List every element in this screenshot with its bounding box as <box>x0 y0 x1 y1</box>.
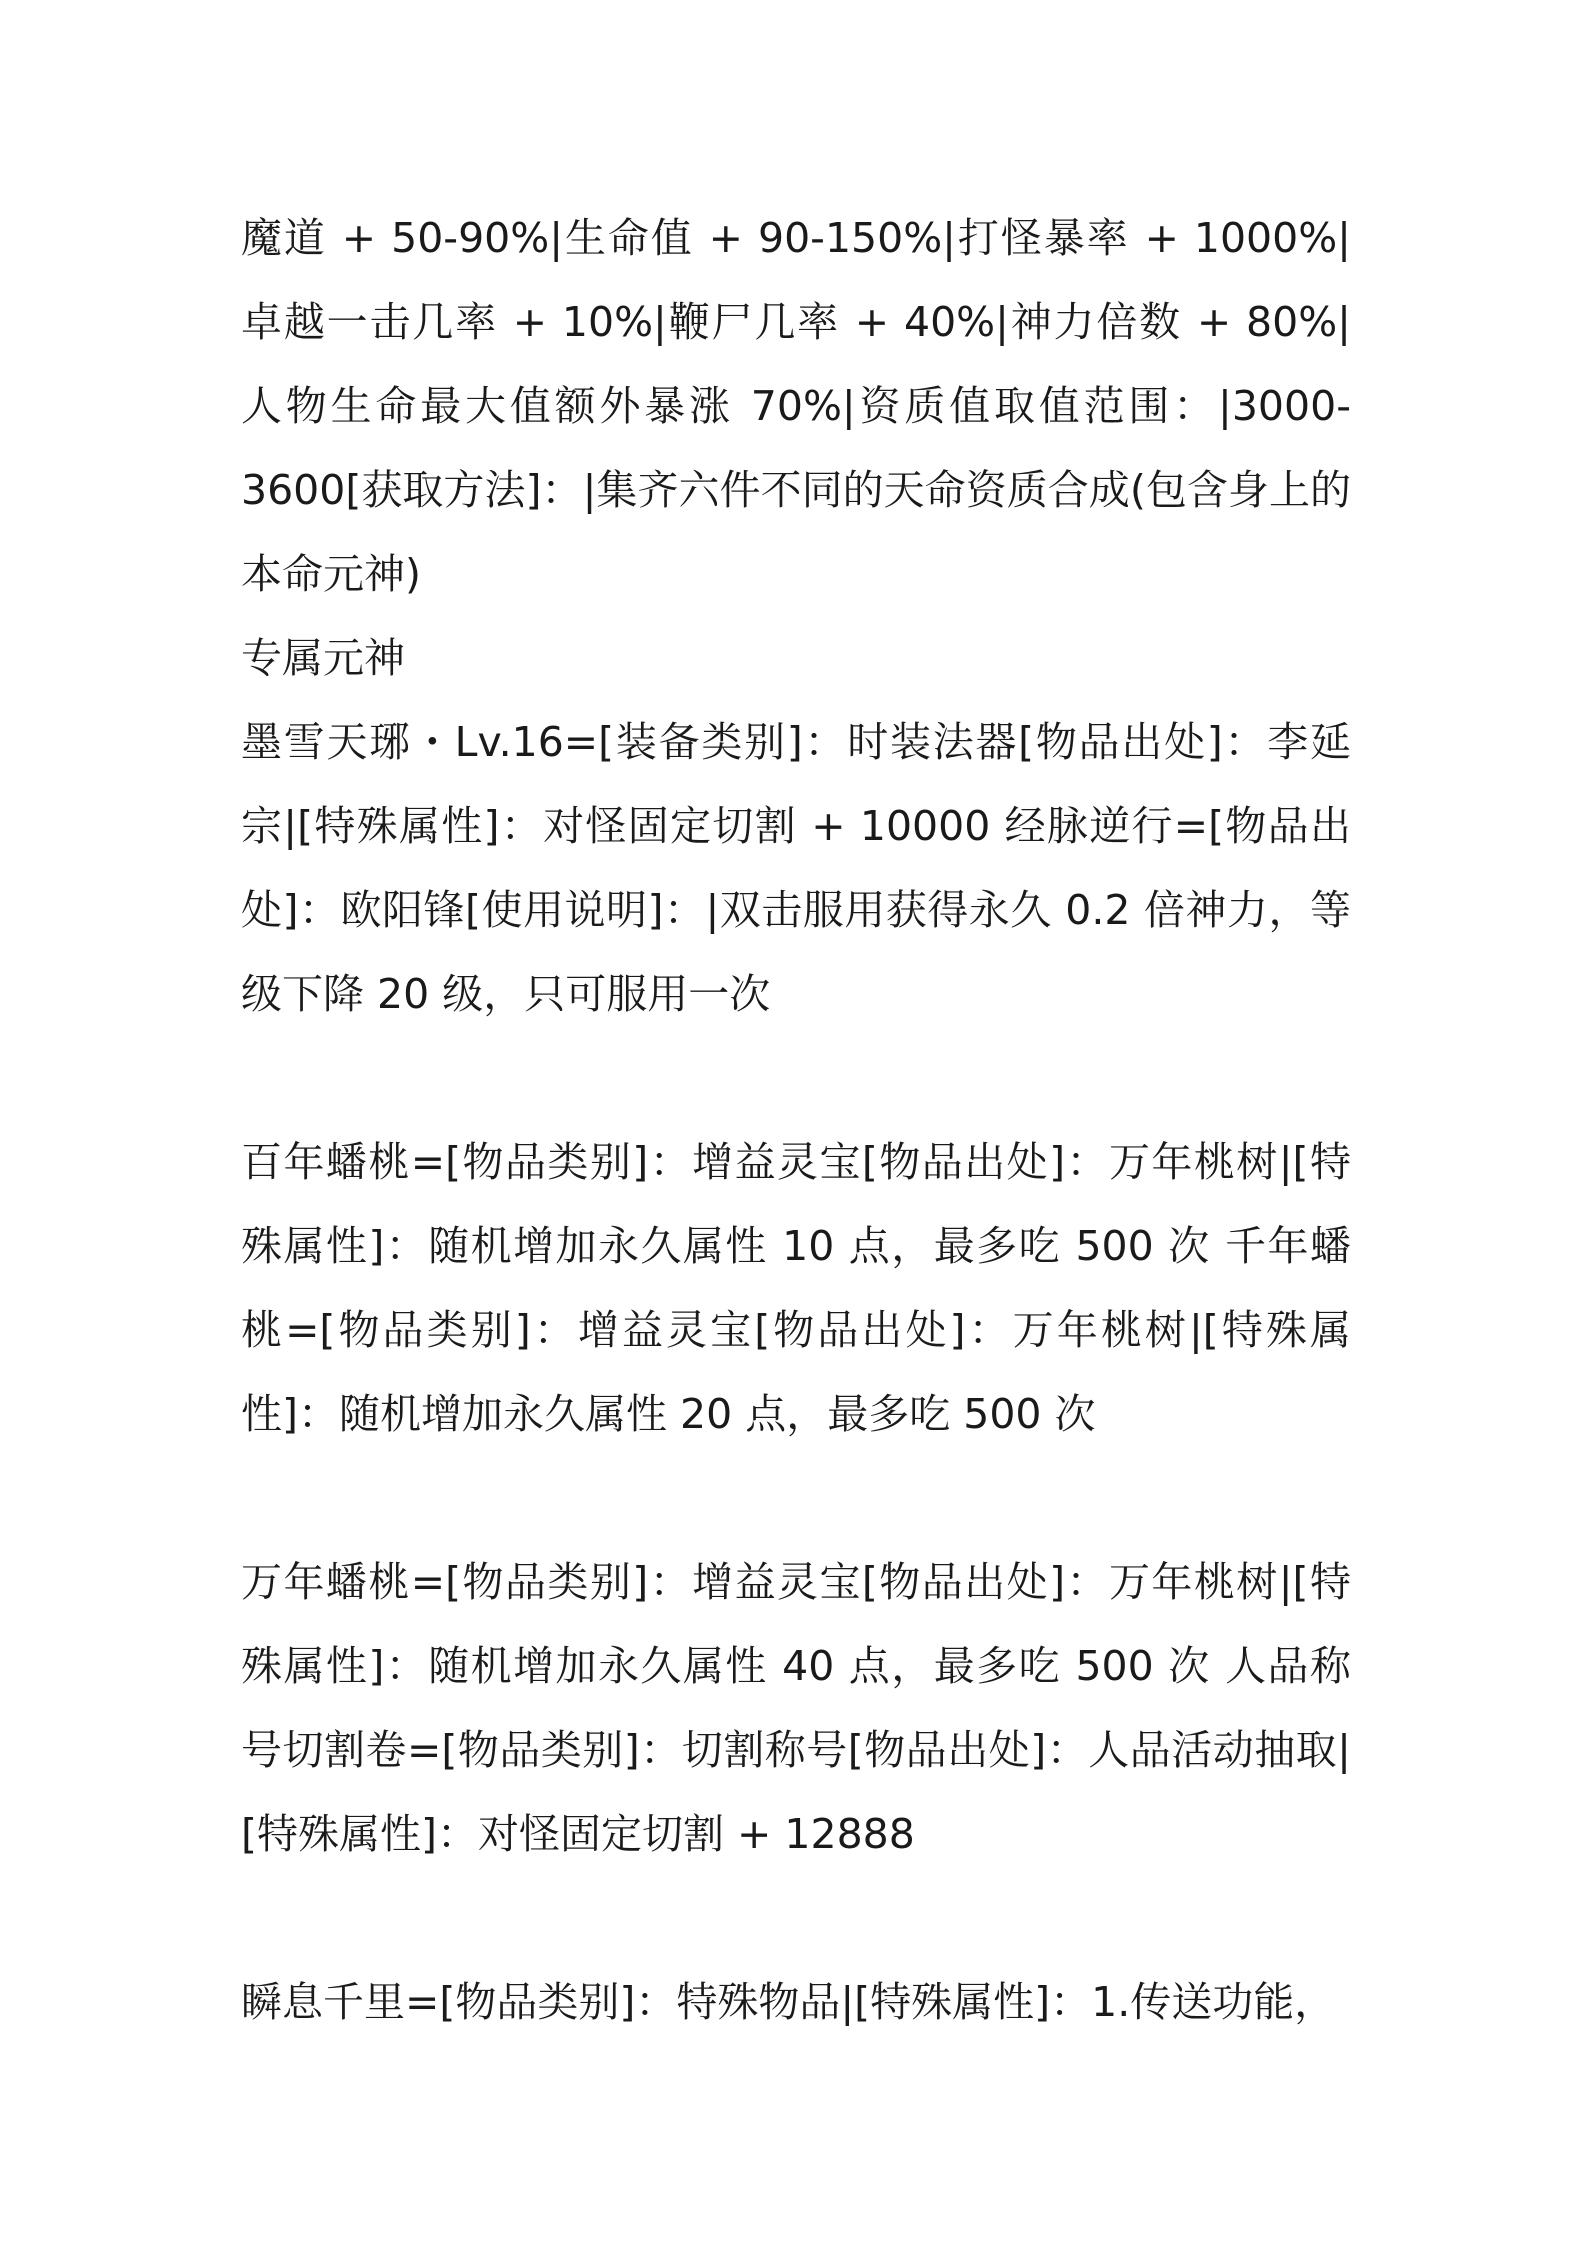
paragraph-moxue-tianya: 墨雪天琊・Lv.16=[装备类别]：时装法器[物品出处]：李延宗|[特殊属性]：对怪固定切割 + 10000 经脉逆行=[物品出处]：欧阳锋[使用说明]：|双击服用获得永久 0.2 倍神力，等级下降 20 级，只可服用一次 <box>241 718 1351 1018</box>
paragraph-attributes: 魔道 + 50-90%|生命值 + 90-150%|打怪暴率 + 1000%|卓越一击几率 + 10%|鞭尸几率 + 40%|神力倍数 + 80%|人物生命最大值额外暴涨 70%|资质值取值范围：|3000-3600[获取方法]：|集齐六件不同的天命资质合成(包含身上的本命元神) <box>241 214 1351 598</box>
paragraph-peach-10000: 万年蟠桃=[物品类别]：增益灵宝[物品出处]：万年桃树|[特殊属性]：随机增加永久属性 40 点，最多吃 500 次 人品称号切割卷=[物品类别]：切割称号[物品出处]：人品活动抽取|[特殊属性]：对怪固定切割 + 12888 <box>241 1558 1351 1858</box>
section-heading: 专属元神 <box>241 634 405 682</box>
document-body <box>241 196 1351 2044</box>
paragraph-teleport: 瞬息千里=[物品类别]：特殊物品|[特殊属性]：1.传送功能， <box>241 1978 1336 2026</box>
paragraph-peach-100-1000: 百年蟠桃=[物品类别]：增益灵宝[物品出处]：万年桃树|[特殊属性]：随机增加永久属性 10 点，最多吃 500 次 千年蟠桃=[物品类别]：增益灵宝[物品出处]：万年桃树|[特殊属性]：随机增加永久属性 20 点，最多吃 500 次 <box>241 1138 1351 1438</box>
